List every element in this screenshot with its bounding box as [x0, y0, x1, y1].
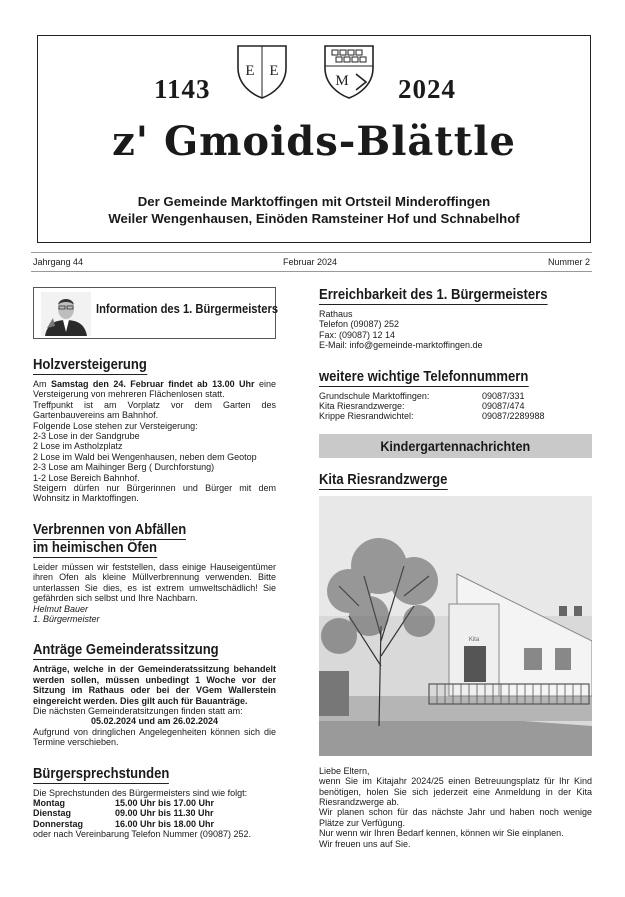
day-cell: Donnerstag: [33, 818, 84, 829]
kita-line: wenn Sie im Kitajahr 2024/25 einen Betreuungsplatz für Ihr Kind benötigen, holen Sie sich jederzeit eine Anmeldung in der Kita Riesrandzwerge ab.: [319, 776, 592, 808]
sprechstunden-heading: Bürgersprechstunden: [33, 765, 170, 782]
table-row: [33, 798, 214, 808]
holzversteigerung-heading: Holzversteigerung: [33, 357, 147, 373]
kita-heading: Kita Riesrandzwerge: [319, 471, 448, 488]
kita-line: Wir planen schon für das nächste Jahr und haben noch wenige Plätze zur Verfügung.: [319, 807, 592, 828]
table-row: [319, 401, 545, 411]
issue-info-bar: [31, 252, 592, 272]
telefon-heading: weitere wichtige Telefonnummern: [319, 368, 529, 385]
antraege-dates: 05.02.2024 und am 26.02.2024: [90, 716, 219, 727]
left-column: [33, 287, 279, 858]
time-cell: 15.00 Uhr bis 17.00 Uhr: [115, 797, 215, 808]
phone-name: Grundschule Marktoffingen:: [319, 390, 430, 401]
list-item: 2 Lose im Astholzplatz: [33, 441, 123, 452]
day-cell: Dienstag: [33, 808, 72, 819]
sprechstunden-intro: Die Sprechstunden des Bürgermeisters sind wie folgt:: [33, 787, 248, 798]
time-cell: 16.00 Uhr bis 18.00 Uhr: [115, 818, 215, 829]
issue-month: Februar 2024: [283, 257, 338, 267]
antraege-section: [33, 642, 276, 747]
holz-lots-intro: Folgende Lose stehen zur Versteigerung:: [33, 420, 198, 431]
table-row: [319, 411, 545, 421]
list-item: 2-3 Lose in der Sandgrube: [33, 431, 140, 442]
crest-marktoffingen-icon: [233, 42, 291, 100]
kindergarten-banner: [319, 434, 592, 458]
office-hours-table: [33, 798, 214, 829]
mayor-info-box: [33, 287, 279, 339]
right-column: [319, 287, 592, 849]
phone-number: 09087/2289988: [482, 411, 545, 422]
antraege-bold-text: Anträge, welche in der Gemeinderatssitzung behandelt werden sollen, müssen unbedingt 1 Woche vor der Sitzung im Rathaus oder bei der VGem Wallerstein eingereicht werden. Dies gilt auch für Bauanträge.: [33, 664, 276, 706]
phone-number: 09087/474: [482, 401, 525, 412]
signer-name: Helmut Bauer: [33, 603, 89, 614]
newspaper-title: z' Gmoids-Blättle: [112, 118, 516, 165]
contact-line: Telefon (09087) 252: [319, 319, 400, 330]
kita-text: [319, 766, 592, 849]
kita-line: Wir freuen uns auf Sie.: [319, 838, 411, 849]
time-cell: 09.00 Uhr bis 11.30 Uhr: [115, 808, 214, 819]
kita-sign-text: Kita: [468, 636, 480, 643]
verbrennen-section: [33, 522, 276, 624]
issue-number: Nummer 2: [547, 257, 590, 267]
founding-year: 1143: [154, 74, 211, 104]
phone-name: Kita Riesrandzwerge:: [319, 401, 405, 412]
holz-intro-bold: Samstag den 24. Februar findet ab 13.00 Uhr: [50, 379, 255, 389]
mayor-portrait-icon: [41, 292, 91, 336]
contact-line: Rathaus: [319, 309, 353, 319]
crest-minderoffingen-icon: [320, 42, 378, 100]
signer-role: 1. Bürgermeister: [33, 613, 100, 624]
verbrennen-heading: [33, 522, 276, 558]
erreichbarkeit-heading: Erreichbarkeit des 1. Bürgermeisters: [319, 287, 548, 303]
telefon-section: [319, 369, 592, 422]
kita-building-photo: [319, 496, 592, 756]
holz-meeting: Treffpunkt ist am Vorplatz vor dem Garten des Gartenbauvereins am Bahnhof.: [33, 399, 276, 421]
masthead: [37, 35, 591, 243]
contact-email[interactable]: E-Mail: info@gemeinde-marktoffingen.de: [319, 340, 483, 351]
holz-intro: [33, 379, 276, 400]
holz-intro-post: eine Versteigerung von mehreren Flächenlosen statt.: [33, 379, 276, 400]
subtitle-line-1: Der Gemeinde Marktoffingen mit Ortsteil Minderoffingen: [137, 194, 491, 209]
crest-left-letter-1: E: [245, 63, 255, 79]
kindergarten-banner-label: Kindergartennachrichten: [380, 437, 531, 454]
subtitle-line-2: Weiler Wengenhausen, Einöden Ramsteiner Hof und Schnabelhof: [108, 211, 520, 226]
day-cell: Montag: [33, 797, 65, 808]
verbrennen-heading-line2: im heimischen Öfen: [33, 539, 158, 556]
holzversteigerung-section: [33, 357, 276, 504]
kita-line: Nur wenn wir Ihren Bedarf kennen, können wir Sie einplanen.: [319, 828, 564, 839]
holz-note: Steigern dürfen nur Bürgerinnen und Bürger mit dem Wohnsitz in Marktoffingen.: [33, 483, 276, 504]
contact-line: Fax: (09087) 12 14: [319, 329, 396, 340]
verbrennen-body: Leider müssen wir feststellen, dass einige Hauseigentümer ihren Ofen als kleine Müllverbrennung verwenden. Bitte unterlassen Sie dies, es ist extrem umweltschädlich! Sie gefährden sich selbst und Ihre Nachbarn.: [33, 561, 276, 604]
mayor-box-title: Information des 1. Bürgermeisters: [96, 301, 279, 316]
kita-line: Liebe Eltern,: [319, 765, 370, 776]
holz-intro-pre: Am: [33, 379, 51, 389]
verbrennen-heading-line1: Verbrennen von Abfällen: [33, 521, 187, 538]
issue-volume: Jahrgang 44: [33, 257, 84, 267]
list-item: 1-2 Lose Bereich Bahnhof.: [33, 472, 140, 483]
crest-left-letter-2: E: [269, 63, 279, 79]
table-row: [319, 391, 545, 401]
phone-name: Krippe Riesrandwichtel:: [319, 411, 414, 422]
list-item: 2 Lose im Wald bei Wengenhausen, neben dem Geotop: [33, 451, 257, 462]
phone-number: 09087/331: [482, 390, 525, 401]
erreichbarkeit-section: [319, 287, 592, 351]
phone-table: [319, 391, 545, 422]
current-year: 2024: [398, 74, 456, 104]
antraege-dates-intro: Die nächsten Gemeinderatsitzungen finden statt am:: [33, 705, 243, 716]
sprechstunden-section: [33, 766, 276, 840]
table-row: [33, 808, 214, 818]
table-row: [33, 819, 214, 829]
antraege-heading: Anträge Gemeinderatssitzung: [33, 642, 219, 659]
crest-right-letter: M: [335, 73, 349, 89]
sprechstunden-outro: oder nach Vereinbarung Telefon Nummer (09087) 252.: [33, 829, 251, 840]
antraege-note: Aufgrund von dringlichen Angelegenheiten können sich die Termine verschieben.: [33, 726, 276, 748]
list-item: 2-3 Lose am Maihinger Berg ( Durchforstung): [33, 462, 215, 473]
